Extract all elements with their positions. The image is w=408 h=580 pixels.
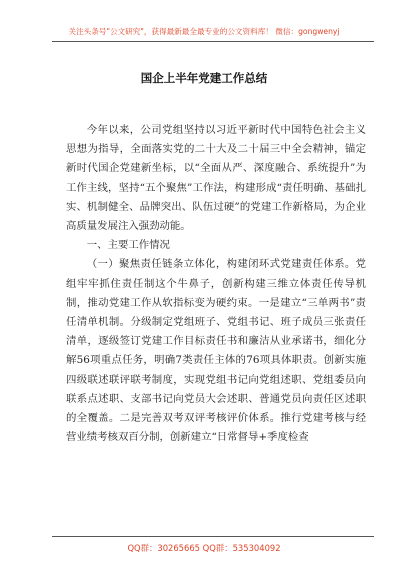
document-title: 国企上半年党建工作总结 bbox=[140, 71, 268, 85]
footer-divider bbox=[52, 536, 374, 537]
header-divider bbox=[52, 41, 374, 42]
document-body bbox=[66, 121, 366, 447]
section-heading: 一、主要工作情况 bbox=[86, 239, 170, 252]
section-paragraph: （一）聚焦责任链条立体化，构建闭环式党建责任体系。党组牢牢抓住责任制这个牛鼻子，创新构建三维立体责任传导机制，推动党建工作从软指标变为硬约束。一是建立“三单两书”责任清单机制。分级制定党组班子、党组书记、班子成员三张责任清单，逐级签订党建工作目标责任书和廉洁从业承诺书，细化分解56项重点任务，明确7类责任主体的76项具体职责。创新实施四级联述联评联考制度，实现党组书记向党组述职、党组委员向联系点述职、支部书记向党员大会述职、普通党员向责任区述职的全覆盖。二是完善双考双评考核评价体系。推行党建考核与经营业绩考核双百分制，创新建立“日常督导+季度检查 bbox=[66, 258, 366, 444]
intro-paragraph: 今年以来，公司党组坚持以习近平新时代中国特色社会主义思想为指导，全面落实党的二十大及二十届三中全会精神，锚定新时代国企党建新坐标，以“全面从严、深度融合、系统提升”为工作主线，坚持“五个聚焦”工作法，构建形成“责任明确、基础扎实、机制健全、品牌突出、队伍过硬”的党建工作新格局，为企业高质量发展注入强劲动能。 bbox=[66, 124, 366, 233]
footer-note: QQ群：30265665 QQ群：535304092 bbox=[127, 543, 281, 553]
header-note: 关注头条号"公文研究"，获得最新最全最专业的公文资料库！ 微信：gongwenyj bbox=[68, 27, 340, 36]
